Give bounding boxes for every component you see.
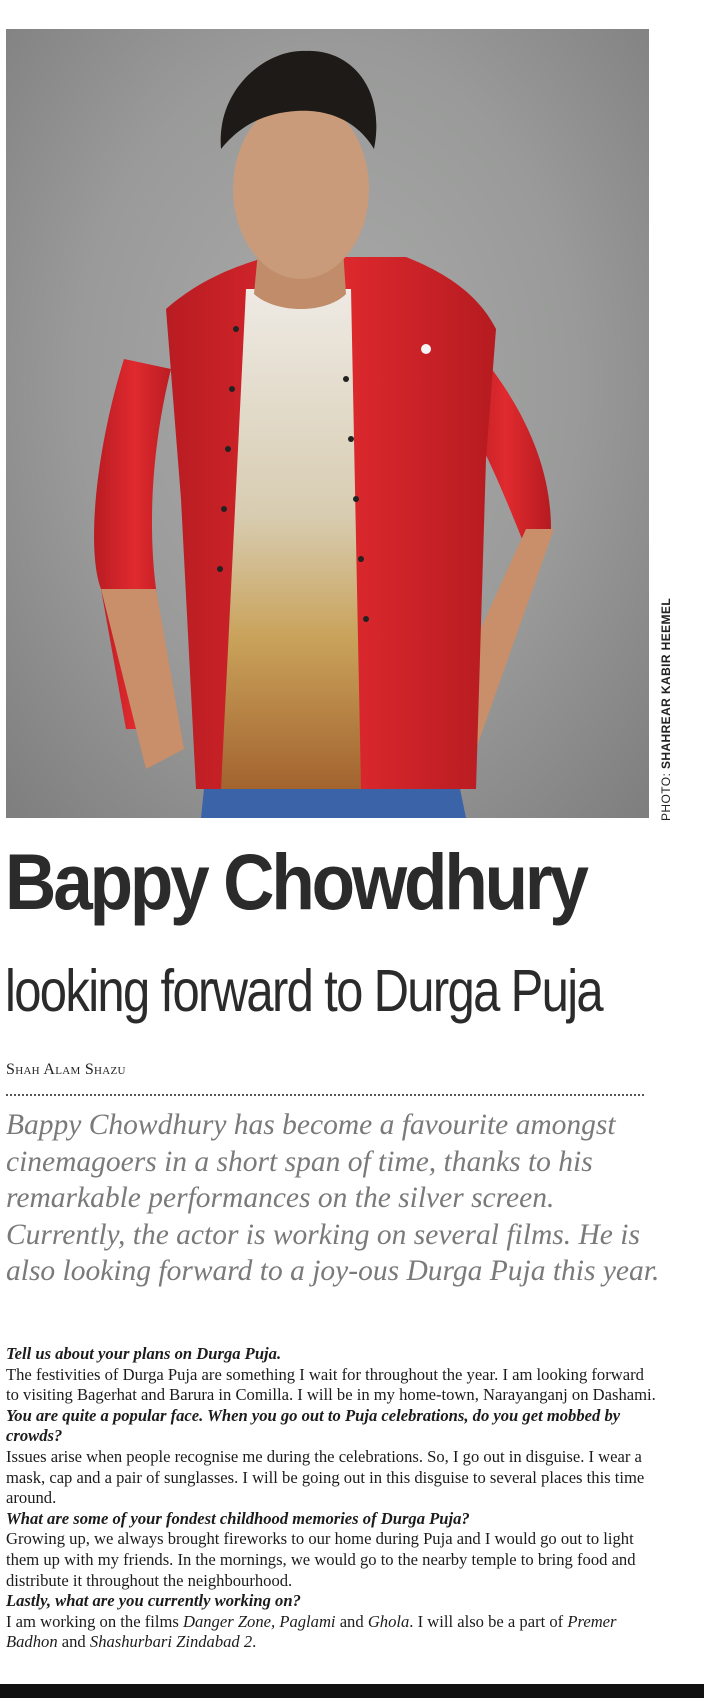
article-subtitle: looking forward to Durga Puja — [5, 958, 602, 1024]
interview-answer: The festivities of Durga Puja are something I wait for throughout the year. I am looking forward to visiting Bagerhat and Barura in Comilla. I will be in my home-town, Narayanganj on Dashami. — [6, 1364, 656, 1405]
interview-body — [6, 1344, 656, 1653]
article-byline: Shah Alam Shazu — [6, 1061, 126, 1078]
answer-text: and — [335, 1611, 368, 1631]
answer-text: . I will also be a part of — [409, 1611, 568, 1631]
article-title: Bappy Chowdhury — [5, 837, 586, 926]
interview-question: What are some of your fondest childhood memories of Durga Puja? — [6, 1508, 470, 1528]
answer-text: . — [252, 1632, 257, 1652]
interview-question: You are quite a popular face. When you go out to Puja celebrations, do you get mobbed by crowds? — [6, 1405, 621, 1446]
film-title: Ghola — [367, 1611, 410, 1631]
interview-question: Lastly, what are you currently working on? — [6, 1591, 301, 1611]
dotted-divider — [6, 1094, 644, 1096]
interview-answer: Issues arise when people recognise me during the celebrations. So, I go out in disguise. I wear a mask, cap and a pair of sunglasses. I will be going out in this disguise to several places this time around. — [6, 1446, 645, 1508]
photo-credit-name: SHAHREAR KABIR HEEMEL — [659, 598, 673, 770]
film-title: Danger Zone, Paglami — [182, 1611, 336, 1631]
left-forearm-shape — [101, 589, 184, 769]
film-title: Premer Badhon — [6, 1611, 617, 1652]
interview-answer: Growing up, we always brought fireworks to our home during Puja and I would go out to light them up with my friends. In the mornings, we would go to the nearby temple to bring food and distribute it throughout the neighbourhood. — [6, 1529, 636, 1590]
page-bottom-bar — [0, 1684, 704, 1698]
portrait-illustration — [6, 29, 649, 818]
interview-question: Tell us about your plans on Durga Puja. — [6, 1344, 282, 1363]
interview-answer — [6, 1612, 656, 1653]
face-shape — [233, 99, 369, 279]
photo-credit — [652, 585, 680, 821]
article-intro: Bappy Chowdhury has become a favourite amongst cinemagoers in a short span of time, thanks to his remarkable performances on the silver screen. Currently, the actor is working on several films. He is also looking forward to a joy-ous Durga Puja this year. — [6, 1109, 660, 1287]
portrait-photo — [6, 29, 649, 818]
answer-text: and — [57, 1632, 90, 1652]
answer-text: I am working on the films — [6, 1611, 183, 1631]
film-title: Shashurbari Zindabad 2 — [89, 1632, 253, 1652]
photo-credit-prefix: PHOTO: — [659, 772, 673, 821]
